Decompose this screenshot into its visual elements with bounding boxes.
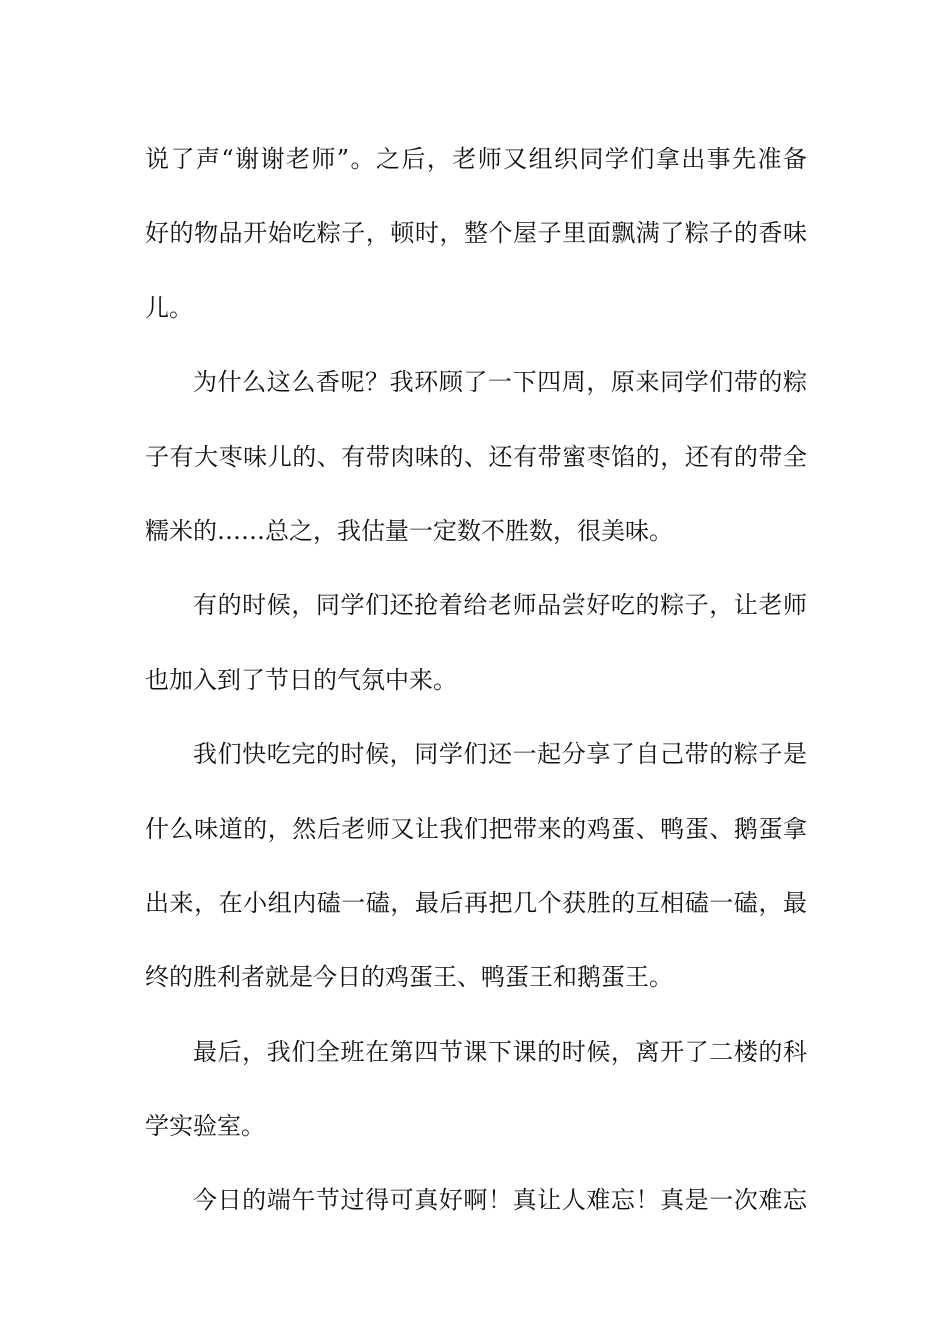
paragraph-first-line: 为什么这么香呢？我环顾了一下四周，原来同学们带的粽 [193, 368, 807, 397]
text-line: 出来，在小组内磕一磕，最后再把几个获胜的互相磕一磕，最 [145, 888, 807, 917]
text-line: 什么味道的，然后老师又让我们把带来的鸡蛋、鸭蛋、鹅蛋拿 [145, 814, 807, 843]
text-line: 学实验室。 [145, 1112, 265, 1141]
essay-body [145, 122, 807, 1238]
paragraph-first-line: 今日的端午节过得可真好啊！真让人难忘！真是一次难忘 [193, 1186, 807, 1215]
paragraph-first-line: 我们快吃完的时候，同学们还一起分享了自己带的粽子是 [193, 740, 807, 769]
text-line: 糯米的……总之，我估量一定数不胜数，很美味。 [145, 516, 673, 545]
paragraph-first-line: 有的时候，同学们还抢着给老师品尝好吃的粽子，让老师 [193, 591, 807, 620]
text-line: 好的物品开始吃粽子，顿时，整个屋子里面飘满了粽子的香味 [145, 219, 807, 248]
text-line: 子有大枣味儿的、有带肉味的、还有带蜜枣馅的，还有的带全 [145, 442, 807, 471]
paragraph-first-line: 最后，我们全班在第四节课下课的时候，离开了二楼的科 [193, 1037, 807, 1066]
text-line: 终的胜利者就是今日的鸡蛋王、鸭蛋王和鹅蛋王。 [145, 963, 673, 992]
text-line: 说了声“谢谢老师”。之后，老师又组织同学们拿出事先准备 [145, 145, 807, 173]
text-line: 也加入到了节日的气氛中来。 [145, 665, 457, 694]
text-line: 儿。 [145, 293, 193, 322]
